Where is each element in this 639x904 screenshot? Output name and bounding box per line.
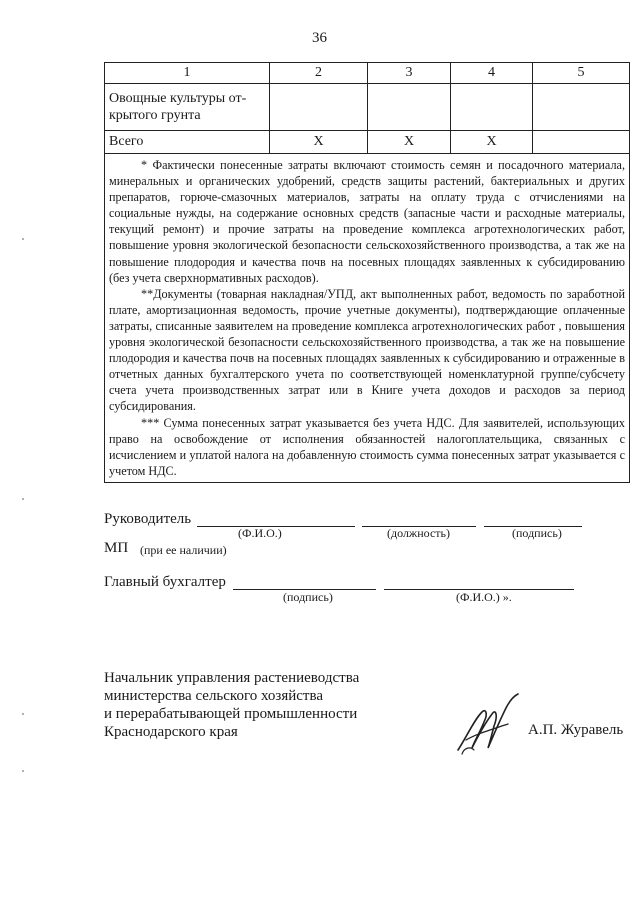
accountant-fio-caption: (Ф.И.О.) ». <box>456 590 512 604</box>
row-label <box>105 84 270 131</box>
official-title-line: и перерабатывающей промышленности <box>104 706 358 722</box>
head-position-caption: (должность) <box>387 526 450 540</box>
footnote-2: **Документы (товарная накладная/УПД, акт выполненных работ, ведомость по заработной плате, амортизационная ведомость, прочие учетные документы), подтверждающие оплаченные затраты, списанные заявителем на проведение комплекса агротехнологических работ , повышения уровня экологической безопасности сельскохозяйственного производства, а так же на повышение плодородия и качества почв на посевных площадях заявленных к субсидированию и отраженные в отчетных данных бухгалтерского учета по соответствующей номенклатурной группе/субсчету счета учета производственных затрат или в Книге учета доходов и расходов за период субсидирования. <box>109 286 625 414</box>
table-cell <box>368 84 451 131</box>
official-title-line: министерства сельского хозяйства <box>104 688 324 704</box>
notes-cell <box>105 154 630 483</box>
table-cell <box>533 84 630 131</box>
accountant-signature-caption: (подпись) <box>283 590 333 604</box>
scan-speck <box>22 238 24 240</box>
footnote-1: * Фактически понесенные затраты включают стоимость семян и посадочного материала, минеральных и органических удобрений, средств защиты растений, бактериальных и других препаратов, горюче-смазочных материалов, затраты на оплату труда с отчислениями на социальные нужды, на содержание основных средств (запасные части и расходные материалы, текущий ремонт) и прочие затраты на проведение комплекса агротехнологических работ, повышение уровня экологической безопасности сельскохозяйственного производства, а так же на повышение плодородия и качества почв на посевных площадях заявленных к субсидированию (без учета сверхнормативных расходов). <box>109 158 625 285</box>
row-label-line: крытого грунта <box>109 108 201 123</box>
row-label: Всего <box>105 131 270 154</box>
notes-row <box>105 154 630 483</box>
table-header-row <box>105 63 630 84</box>
header-cell-3: 3 <box>368 63 451 84</box>
scan-speck <box>22 498 24 500</box>
head-label: Руководитель <box>104 511 192 527</box>
official-block <box>104 669 359 741</box>
table-cell: Х <box>451 131 533 154</box>
official-title-line: Начальник управления растениеводства <box>104 670 360 686</box>
signer-name: А.П. Журавель <box>528 722 624 738</box>
row-label-line: Овощные культуры от- <box>109 91 247 106</box>
header-cell-1: 1 <box>105 63 270 84</box>
table-cell: Х <box>270 131 368 154</box>
header-cell-5: 5 <box>533 63 630 84</box>
costs-table <box>104 62 630 483</box>
table-cell: Х <box>368 131 451 154</box>
head-fio-caption: (Ф.И.О.) <box>238 526 282 540</box>
header-cell-2: 2 <box>270 63 368 84</box>
scan-speck <box>22 713 24 715</box>
accountant-label: Главный бухгалтер <box>104 574 226 590</box>
handwritten-signature-icon <box>452 690 532 760</box>
table-cell <box>533 131 630 154</box>
head-signature-caption: (подпись) <box>512 526 562 540</box>
table-cell <box>451 84 533 131</box>
table-cell <box>270 84 368 131</box>
stamp-label: МП <box>104 540 129 556</box>
footnote-3: *** Сумма понесенных затрат указывается без учета НДС. Для заявителей, использующих право на освобождение от исполнения обязанностей налогоплательщика, связанных с исчислением и уплатой налога на добавленную стоимость сумма понесенных затрат указывается с учетом НДС. <box>109 415 625 478</box>
table-row <box>105 84 630 131</box>
page-number: 36 <box>312 30 327 46</box>
table-row <box>105 131 630 154</box>
official-title-line: Краснодарского края <box>104 724 238 740</box>
stamp-note: (при ее наличии) <box>140 543 227 557</box>
header-cell-4: 4 <box>451 63 533 84</box>
scan-speck <box>22 770 24 772</box>
